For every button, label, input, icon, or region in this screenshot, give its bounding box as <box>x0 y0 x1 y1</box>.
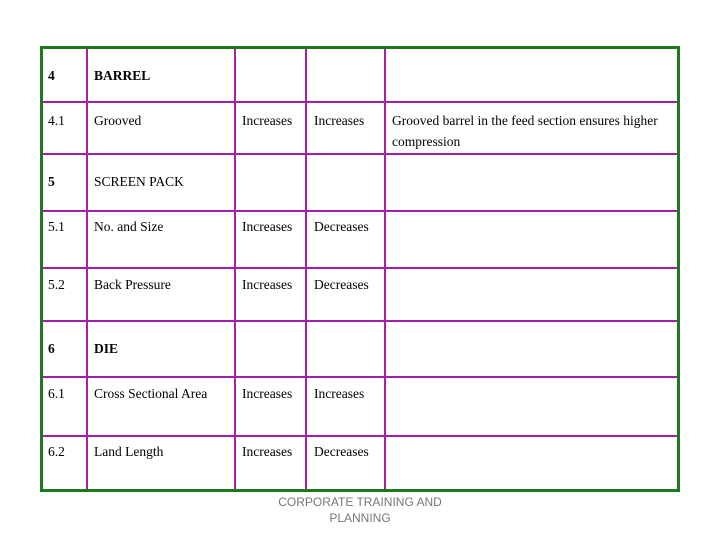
row-number: 6 <box>48 341 55 356</box>
row-divider <box>43 435 677 437</box>
row-divider <box>43 153 677 155</box>
column-divider <box>384 49 386 489</box>
parameter: Land Length <box>94 444 164 459</box>
column-divider <box>86 49 88 489</box>
section-heading: SCREEN PACK <box>94 174 184 189</box>
parameter: Grooved <box>94 113 142 128</box>
effect-value: Increases <box>242 219 293 234</box>
row-divider <box>43 376 677 378</box>
parameter: Cross Sectional Area <box>94 386 208 401</box>
column-divider <box>234 49 236 489</box>
row-number: 5.1 <box>48 219 65 234</box>
effect-value: Increases <box>242 386 293 401</box>
effect-value: Decreases <box>314 444 369 459</box>
footer-caption <box>260 494 460 526</box>
row-number: 5 <box>48 174 55 189</box>
section-heading: DIE <box>94 341 119 356</box>
parameter: Back Pressure <box>94 277 171 292</box>
effect-value: Increases <box>314 386 365 401</box>
effect-value: Decreases <box>314 219 369 234</box>
row-number: 4.1 <box>48 113 65 128</box>
row-divider <box>43 320 677 322</box>
row-number: 6.2 <box>48 444 65 459</box>
footer-line: PLANNING <box>329 511 391 525</box>
effect-value: Decreases <box>314 277 369 292</box>
row-number: 4 <box>48 68 55 83</box>
effect-value: Increases <box>242 444 293 459</box>
parameter: No. and Size <box>94 219 164 234</box>
column-divider <box>305 49 307 489</box>
row-number: 5.2 <box>48 277 65 292</box>
row-number: 6.1 <box>48 386 65 401</box>
footer-line: CORPORATE TRAINING AND <box>278 495 442 509</box>
effect-value: Increases <box>314 113 365 128</box>
row-divider <box>43 210 677 212</box>
effect-value: Increases <box>242 113 293 128</box>
row-divider <box>43 267 677 269</box>
section-heading: BARREL <box>94 68 151 83</box>
remarks: Grooved barrel in the feed section ensures higher compression <box>392 113 658 149</box>
data-table <box>40 46 680 492</box>
row-divider <box>43 101 677 103</box>
effect-value: Increases <box>242 277 293 292</box>
